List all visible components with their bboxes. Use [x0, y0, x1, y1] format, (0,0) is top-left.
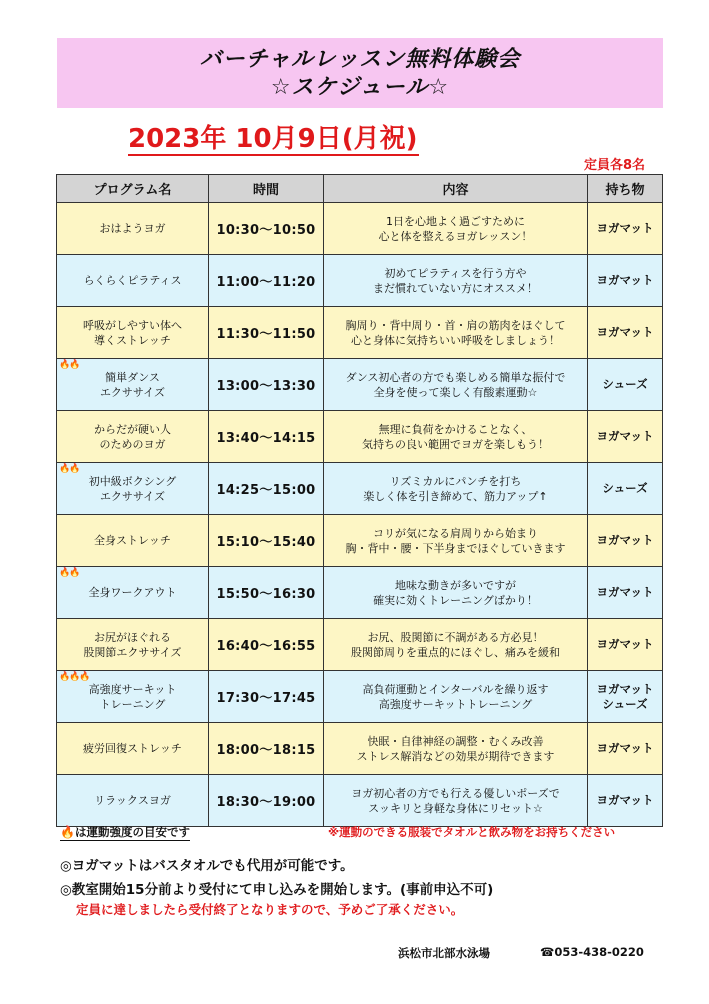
- content-cell: [324, 411, 588, 463]
- content-line: スッキリと身軽な身体にリセット☆: [368, 801, 543, 815]
- time-cell: 11:30〜11:50: [209, 307, 324, 359]
- time-cell: 13:00〜13:30: [209, 359, 324, 411]
- item-name: ヨガマット: [596, 585, 654, 599]
- program-name: 股関節エクササイズ: [83, 645, 182, 659]
- time-cell: 17:30〜17:45: [209, 671, 324, 723]
- content-line: ストレス解消などの効果が期待できます: [356, 749, 555, 763]
- schedule-table: [56, 174, 663, 827]
- time-cell: 16:40〜16:55: [209, 619, 324, 671]
- content-line: 確実に効くトレーニングばかり！: [373, 593, 538, 607]
- table-row: [57, 411, 663, 463]
- title-line-1: バーチャルレッスン無料体験会: [199, 47, 521, 72]
- program-name: 導くストレッチ: [94, 333, 171, 347]
- content-line: 高強度サーキットトレーニング: [378, 697, 533, 711]
- program-name: お尻がほぐれる: [94, 630, 171, 644]
- time-cell: 18:30〜19:00: [209, 775, 324, 827]
- content-cell: [324, 515, 588, 567]
- program-name: おはようヨガ: [99, 222, 166, 235]
- items-cell: [588, 671, 663, 723]
- content-line: 胸・背中・腰・下半身までほぐしていきます: [345, 541, 566, 555]
- program-name: 呼吸がしやすい体へ: [83, 318, 182, 332]
- note-yoga-mat: ◎ヨガマットはバスタオルでも代用が可能です。: [60, 858, 354, 874]
- venue-phone: ☎053-438-0220: [540, 945, 644, 959]
- flame-icon: 🔥: [60, 825, 75, 839]
- content-line: ダンス初心者の方でも楽しめる簡単な振付で: [345, 370, 566, 384]
- program-cell: [57, 775, 209, 827]
- content-cell: [324, 255, 588, 307]
- program-cell: [57, 359, 209, 411]
- table-row: [57, 723, 663, 775]
- items-cell: [588, 775, 663, 827]
- table-row: [57, 515, 663, 567]
- content-cell: [324, 463, 588, 515]
- content-line: リズミカルにパンチを打ち: [389, 474, 522, 488]
- time-cell: 10:30〜10:50: [209, 203, 324, 255]
- content-line: 1日を心地よく過ごすために: [386, 214, 525, 228]
- items-cell: [588, 411, 663, 463]
- table-row: [57, 203, 663, 255]
- content-line: 無理に負荷をかけることなく、: [378, 422, 533, 436]
- header-content: 内容: [324, 175, 588, 203]
- program-cell: [57, 411, 209, 463]
- content-line: 全身を使って楽しく有酸素運動☆: [373, 385, 538, 399]
- content-line: 楽しく体を引き締めて、筋力アップ↑: [363, 489, 548, 503]
- item-name: ヨガマット: [596, 681, 654, 696]
- program-cell: [57, 567, 209, 619]
- time-cell: 18:00〜18:15: [209, 723, 324, 775]
- program-cell: [57, 307, 209, 359]
- content-cell: [324, 723, 588, 775]
- program-name: 全身ワークアウト: [88, 586, 177, 599]
- table-row: [57, 775, 663, 827]
- item-name: シューズ: [602, 481, 648, 495]
- title-line-2: ☆スケジュール☆: [270, 75, 450, 100]
- content-line: コリが気になる肩周りから始まり: [373, 526, 538, 540]
- content-line: 胸周り・背中周り・首・肩の筋肉をほぐして: [345, 318, 566, 332]
- items-cell: [588, 463, 663, 515]
- content-cell: [324, 567, 588, 619]
- venue-name: 浜松市北部水泳場: [398, 946, 490, 960]
- time-cell: 11:00〜11:20: [209, 255, 324, 307]
- content-cell: [324, 307, 588, 359]
- table-header-row: [57, 175, 663, 203]
- schedule-body: [57, 203, 663, 827]
- item-name: ヨガマット: [596, 221, 654, 235]
- content-line: ヨガ初心者の方でも行える優しいポーズで: [351, 786, 560, 800]
- intensity-flame-icon: 🔥🔥: [59, 568, 80, 578]
- program-cell: [57, 723, 209, 775]
- items-cell: [588, 619, 663, 671]
- time-cell: 15:50〜16:30: [209, 567, 324, 619]
- content-cell: [324, 619, 588, 671]
- item-name: ヨガマット: [596, 533, 654, 547]
- items-cell: [588, 567, 663, 619]
- legend-text: は運動強度の目安です: [74, 825, 190, 839]
- program-cell: [57, 255, 209, 307]
- program-cell: [57, 671, 209, 723]
- table-row: [57, 567, 663, 619]
- items-cell: [588, 255, 663, 307]
- content-line: まだ慣れていない方にオススメ！: [373, 281, 538, 295]
- items-cell: [588, 723, 663, 775]
- intensity-legend: [60, 824, 190, 841]
- program-name: 高強度サーキット: [88, 682, 177, 696]
- content-line: 心と体を整えるヨガレッスン！: [378, 229, 533, 243]
- table-row: [57, 619, 663, 671]
- program-cell: [57, 515, 209, 567]
- content-cell: [324, 203, 588, 255]
- program-cell: [57, 203, 209, 255]
- capacity-note: 定員各8名: [584, 158, 646, 173]
- content-line: お尻、股関節に不調がある方必見！: [367, 630, 544, 644]
- title-banner: [57, 38, 663, 108]
- table-row: [57, 359, 663, 411]
- content-line: 気持ちの良い範囲でヨガを楽しもう！: [362, 437, 549, 451]
- content-line: 地味な動きが多いですが: [395, 578, 516, 592]
- table-row: [57, 671, 663, 723]
- item-name: ヨガマット: [596, 741, 654, 755]
- content-line: 快眠・自律神経の調整・むくみ改善: [367, 734, 544, 748]
- time-cell: 14:25〜15:00: [209, 463, 324, 515]
- program-name: 疲労回復ストレッチ: [83, 742, 182, 755]
- program-name: リラックスヨガ: [94, 794, 171, 807]
- item-name: ヨガマット: [596, 273, 654, 287]
- item-name: シューズ: [602, 696, 648, 711]
- program-name: エクササイズ: [99, 385, 166, 399]
- item-name: シューズ: [602, 377, 648, 391]
- item-name: ヨガマット: [596, 637, 654, 651]
- table-row: [57, 463, 663, 515]
- content-line: 股関節周りを重点的にほぐし、痛みを緩和: [351, 645, 560, 659]
- time-cell: 15:10〜15:40: [209, 515, 324, 567]
- program-name: 全身ストレッチ: [94, 534, 171, 547]
- program-name: のためのヨガ: [99, 437, 166, 451]
- program-name: からだが硬い人: [94, 422, 171, 436]
- program-name: 初中級ボクシング: [88, 474, 177, 488]
- time-cell: 13:40〜14:15: [209, 411, 324, 463]
- header-program: プログラム名: [57, 175, 209, 203]
- intensity-flame-icon: 🔥🔥🔥: [59, 672, 90, 682]
- program-name: 簡単ダンス: [105, 370, 160, 384]
- content-cell: [324, 671, 588, 723]
- note-reception: ◎教室開始15分前より受付にて申し込みを開始します。(事前申込不可): [60, 882, 494, 898]
- intensity-flame-icon: 🔥🔥: [59, 464, 80, 474]
- event-date: 2023年 10月9日(月祝): [128, 124, 418, 154]
- table-row: [57, 255, 663, 307]
- note-capacity: 定員に達しましたら受付終了となりますので、予めご了承ください。: [76, 902, 464, 917]
- item-name: ヨガマット: [596, 429, 654, 443]
- program-name: エクササイズ: [99, 489, 166, 503]
- items-cell: [588, 307, 663, 359]
- table-row: [57, 307, 663, 359]
- clothing-notice: ※運動のできる服装でタオルと飲み物をお持ちください: [328, 825, 616, 839]
- item-name: ヨガマット: [596, 325, 654, 339]
- intensity-flame-icon: 🔥🔥: [59, 360, 80, 370]
- items-cell: [588, 359, 663, 411]
- program-name: トレーニング: [99, 697, 166, 711]
- items-cell: [588, 203, 663, 255]
- header-time: 時間: [209, 175, 324, 203]
- item-name: ヨガマット: [596, 793, 654, 807]
- header-items: 持ち物: [588, 175, 663, 203]
- program-cell: [57, 619, 209, 671]
- content-cell: [324, 775, 588, 827]
- content-line: 心と身体に気持ちいい呼吸をしましょう！: [351, 333, 560, 347]
- content-cell: [324, 359, 588, 411]
- content-line: 高負荷運動とインターバルを繰り返す: [362, 682, 549, 696]
- program-cell: [57, 463, 209, 515]
- program-name: らくらくピラティス: [83, 274, 182, 287]
- items-cell: [588, 515, 663, 567]
- content-line: 初めてピラティスを行う方や: [384, 266, 527, 280]
